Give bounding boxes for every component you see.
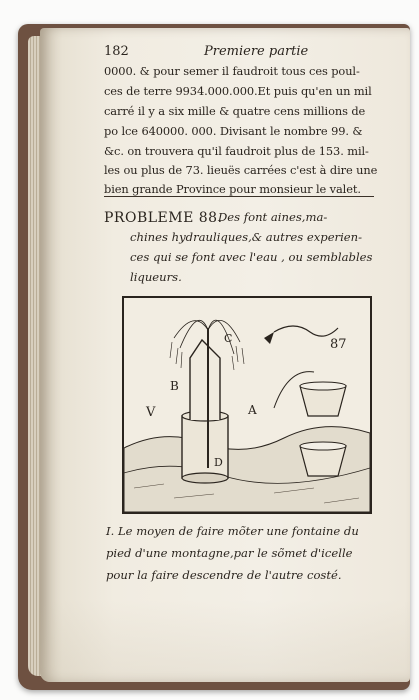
paragraph-line: I. Le moyen de faire mõter une fontaine du: [106, 524, 359, 538]
label-c: C: [224, 332, 233, 345]
body-line: ces de terre 9934.000.000.Et puis qu'en un mil: [104, 84, 372, 98]
body-line: les ou plus de 73. lieuës carrées c'est à dire une: [104, 163, 378, 177]
problem-description-line: liqueurs.: [130, 270, 182, 284]
problem-title: PROBLEME 88.: [104, 210, 223, 226]
paragraph-line: pied d'une montagne,par le sõmet d'icelle: [106, 546, 353, 560]
body-line: &c. on trouvera qu'il faudroit plus de 153. mil-: [104, 144, 369, 158]
label-d: D: [214, 456, 223, 469]
running-title: Premiere partie: [204, 44, 309, 59]
body-line: bien grande Province pour monsieur le valet.: [104, 182, 361, 196]
label-b: B: [170, 379, 179, 393]
label-a: A: [248, 403, 257, 417]
problem-description-start: Des font aines,ma-: [218, 210, 328, 224]
paragraph-line: pour la faire descendre de l'autre costé.: [106, 568, 342, 582]
label-v: V: [146, 405, 156, 420]
figure-number: 87: [330, 337, 347, 352]
fountain-illustration: [124, 298, 370, 512]
body-line: carré il y a six mille & quatre cens millions de: [104, 104, 366, 118]
section-rule: [104, 196, 374, 197]
problem-description-line: chines hydrauliques,& autres experien-: [130, 230, 363, 244]
page-number: 182: [104, 44, 129, 59]
page-bottom-shadow: [40, 600, 410, 682]
body-line: 0000. & pour semer il faudroit tous ces poul-: [104, 64, 360, 78]
body-line: po lce 640000. 000. Divisant le nombre 99. &: [104, 124, 363, 138]
fountain-woodcut-figure: [122, 296, 372, 514]
problem-description-line: ces qui se font avec l'eau , ou semblables: [130, 250, 373, 264]
